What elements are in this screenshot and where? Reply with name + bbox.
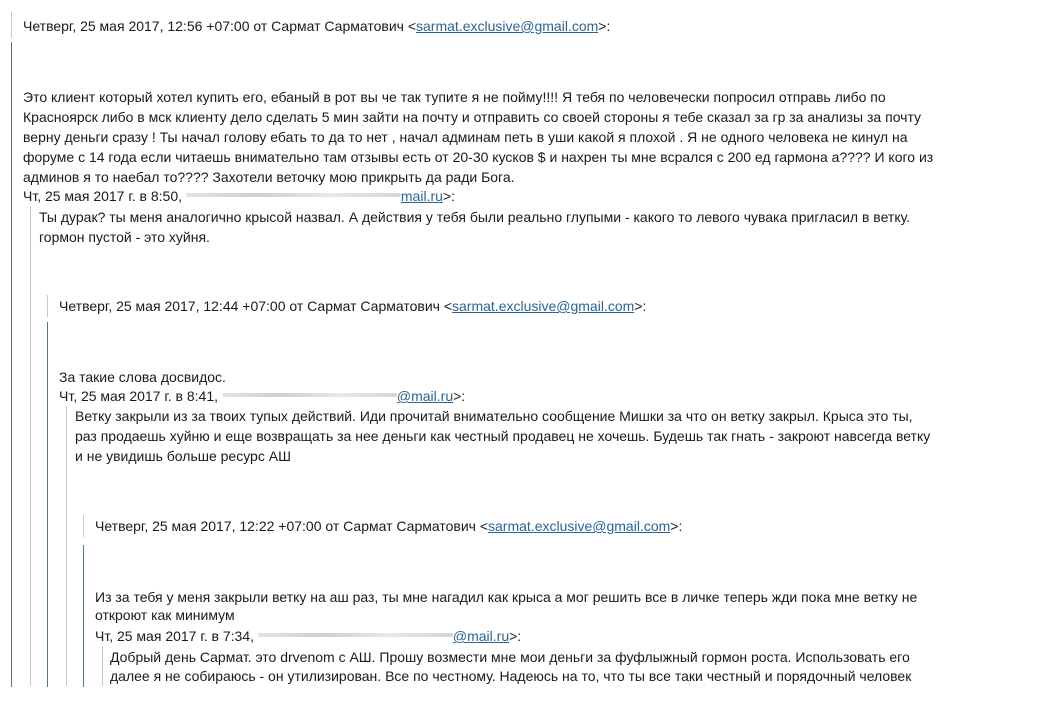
reply-date: Чт, 25 мая 2017 г. в 8:50, xyxy=(23,188,182,204)
quoted-line: гормон пустой - это хуйня. xyxy=(39,229,210,245)
sender-email-link[interactable]: sarmat.exclusive@gmail.com xyxy=(416,18,599,34)
message-body-line: админов я то наебал то???? Захотели веточку мою прикрыть да ради Бога. xyxy=(23,169,515,185)
message-body-line: верну деньги сразу ! Ты начал голову ебать то да то нет , начал админам петь в уши какой я плохой . Я не одного человека не кинул на xyxy=(23,129,908,145)
reply-email-link[interactable]: mail.ru xyxy=(400,188,443,204)
message-body-line: откроют как минимум xyxy=(95,607,235,623)
reply-suffix: >: xyxy=(442,188,455,204)
quote-bar-level3-accent xyxy=(83,545,84,687)
quote-bar-level3-inner xyxy=(102,646,103,686)
quote-bar-level2 xyxy=(47,295,48,317)
quoted-line: далее я не собираюсь - он утилизирован. Все по честному. Надеюсь на то, что ты все таки честный и порядочный человек xyxy=(110,668,912,684)
header-text: Четверг, 25 мая 2017, 12:56 +07:00 от Сармат Сарматович < xyxy=(23,18,417,34)
quote-bar-level3 xyxy=(83,515,84,537)
message-body-line: Из за тебя у меня закрыли ветку на аш раз, ты мне нагадил как крыса а мог решить все в личке теперь жди пока мне ветку не xyxy=(95,589,918,605)
header-suffix: >: xyxy=(670,518,683,534)
header-suffix: >: xyxy=(634,298,647,314)
reply-attribution-3 xyxy=(95,626,521,646)
quoted-line: раз продаешь хуйню и еще возвращать за нее деньги как честный продавец не хочешь. Будешь так гнать - закроют навсегда ветку xyxy=(75,428,931,444)
reply-email-link[interactable]: @mail.ru xyxy=(452,628,510,644)
quoted-line: и не увидишь больше ресурс АШ xyxy=(75,448,291,464)
sender-email-link[interactable]: sarmat.exclusive@gmail.com xyxy=(488,518,671,534)
redacted-sender xyxy=(258,633,453,637)
quote-bar-outer-accent xyxy=(11,42,12,687)
reply-suffix: >: xyxy=(453,388,466,404)
header-text: Четверг, 25 мая 2017, 12:22 +07:00 от Сармат Сарматович < xyxy=(95,518,489,534)
redacted-sender xyxy=(222,393,397,397)
redacted-sender xyxy=(186,193,401,197)
reply-date: Чт, 25 мая 2017 г. в 7:34, xyxy=(95,628,254,644)
message-header-1 xyxy=(23,16,610,36)
message-body-line: Это клиент который хотел купить его, ебаный в рот вы че так тупите я не пойму!!!! Я тебя по человечески попросил отправь либо по xyxy=(23,89,886,105)
message-header-2 xyxy=(59,296,646,316)
quoted-line: Ветку закрыли из за твоих тупых действий. Иди прочитай внимательно сообщение Мишки за что он ветку закрыл. Крыса это ты, xyxy=(75,408,913,424)
quoted-line: Ты дурак? ты меня аналогично крысой назвал. А действия у тебя были реально глупыми - какого то левого чувака пригласил в ветку. xyxy=(39,209,911,225)
message-header-3 xyxy=(95,516,682,536)
reply-email-link[interactable]: @mail.ru xyxy=(396,388,454,404)
message-body-line: форуме с 14 года если читаешь внимательно там отзывы есть от 20-30 кусков $ и нахрен ты мне всрался с 200 ед гармона а???? И кого из xyxy=(23,149,934,165)
message-body-line: За такие слова досвидос. xyxy=(59,369,226,385)
reply-attribution-2 xyxy=(59,386,465,406)
reply-date: Чт, 25 мая 2017 г. в 8:41, xyxy=(59,388,218,404)
reply-suffix: >: xyxy=(509,628,522,644)
quote-bar-level2-inner xyxy=(66,406,67,686)
sender-email-link[interactable]: sarmat.exclusive@gmail.com xyxy=(452,298,635,314)
quote-bar-outer xyxy=(11,12,12,38)
reply-attribution-1 xyxy=(23,186,455,206)
header-suffix: >: xyxy=(598,18,611,34)
message-body-line: Красноярск либо в мск клиенту дело сделать 5 мин зайти на почту и отправить со своей стороны я тебе сказал за гр за анализы за почту xyxy=(23,109,922,125)
quoted-line: Добрый день Сармат. это drvenom с АШ. Прошу возмести мне мои деньги за фуфлыжный гормон роста. Использовать его xyxy=(110,649,910,665)
quote-bar-level1 xyxy=(30,206,31,686)
header-text: Четверг, 25 мая 2017, 12:44 +07:00 от Сармат Сарматович < xyxy=(59,298,453,314)
quote-bar-level2-accent xyxy=(47,322,48,687)
